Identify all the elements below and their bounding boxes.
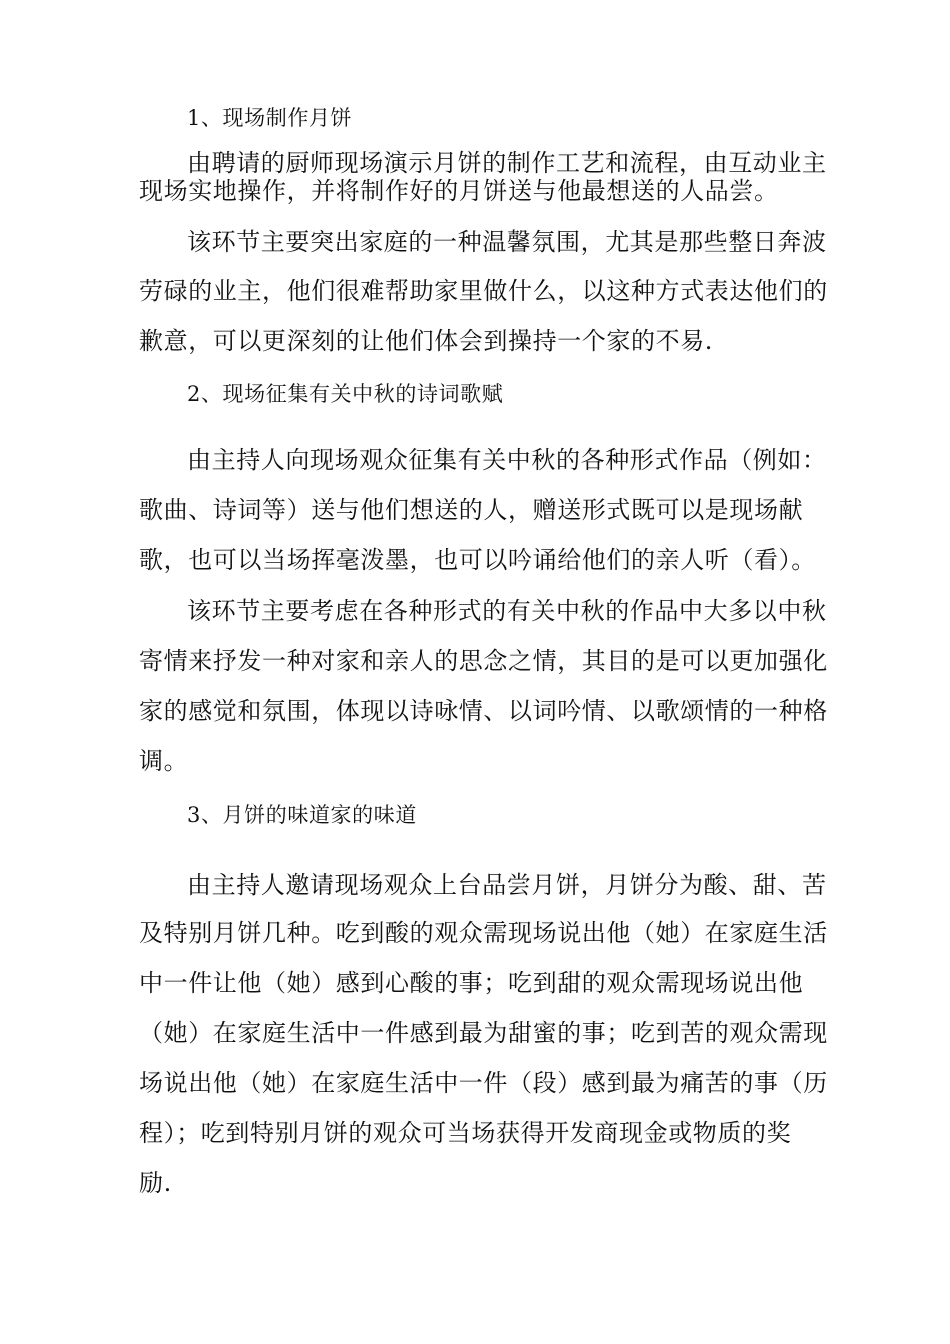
paragraph-line: 该环节主要突出家庭的一种温馨氛围，尤其是那些整日奔波 [187, 228, 827, 256]
paragraph-line: 中一件让他（她）感到心酸的事；吃到甜的观众需现场说出他 [139, 969, 804, 997]
paragraph-line: 该环节主要考虑在各种形式的有关中秋的作品中大多以中秋 [187, 597, 827, 625]
paragraph-line: 励. [139, 1169, 172, 1197]
paragraph-line: 由主持人邀请现场观众上台品尝月饼，月饼分为酸、甜、苦 [187, 871, 827, 899]
paragraph-line: 现场实地操作，并将制作好的月饼送与他最想送的人品尝。 [139, 177, 779, 205]
paragraph-line: （她）在家庭生活中一件感到最为甜蜜的事；吃到苦的观众需现 [139, 1019, 828, 1047]
paragraph-line: 及特别月饼几种。吃到酸的观众需现场说出他（她）在家庭生活 [139, 919, 828, 947]
paragraph-line: 寄情来抒发一种对家和亲人的思念之情，其目的是可以更加强化 [139, 647, 828, 675]
section-heading: 3、月饼的味道家的味道 [187, 803, 417, 827]
section-heading: 1、现场制作月饼 [187, 106, 353, 130]
paragraph-line: 劳碌的业主，他们很难帮助家里做什么，以这种方式表达他们的 [139, 277, 828, 305]
paragraph-line: 歌曲、诗词等）送与他们想送的人，赠送形式既可以是现场献 [139, 496, 804, 524]
paragraph-line: 由主持人向现场观众征集有关中秋的各种形式作品（例如： [187, 446, 827, 474]
paragraph-line: 歉意，可以更深刻的让他们体会到操持一个家的不易. [139, 327, 714, 355]
paragraph-line: 家的感觉和氛围，体现以诗咏情、以词吟情、以歌颂情的一种格 [139, 697, 828, 725]
paragraph-line: 调。 [139, 747, 189, 775]
section-heading: 2、现场征集有关中秋的诗词歌赋 [187, 382, 504, 406]
paragraph-line: 由聘请的厨师现场演示月饼的制作工艺和流程，由互动业主 [187, 149, 827, 177]
paragraph-line: 程）；吃到特别月饼的观众可当场获得开发商现金或物质的奖 [139, 1119, 792, 1147]
paragraph-line: 场说出他（她）在家庭生活中一件（段）感到最为痛苦的事（历 [139, 1069, 828, 1097]
paragraph-line: 歌，也可以当场挥毫泼墨，也可以吟诵给他们的亲人听（看）。 [139, 546, 816, 574]
